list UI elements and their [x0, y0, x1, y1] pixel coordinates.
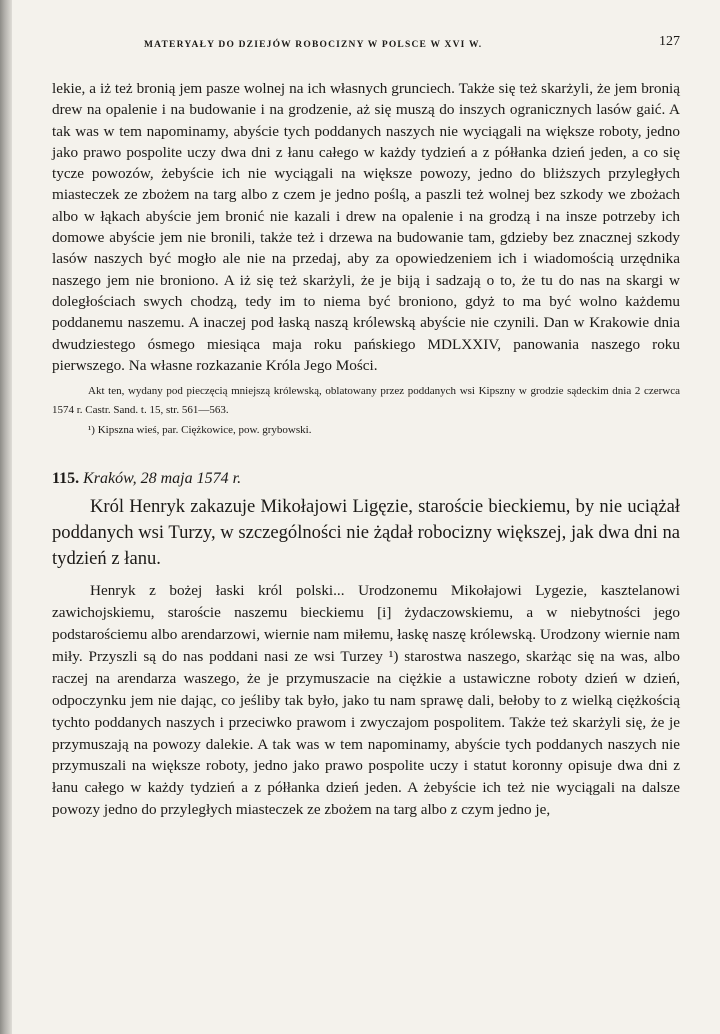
document-header: [52, 470, 680, 488]
document-number: 115.: [52, 470, 80, 488]
document-body: [52, 580, 680, 821]
footnote: ¹) Kipszna wieś, par. Ciężkowice, pow. grybowski.: [88, 424, 312, 437]
document-summary: [52, 494, 680, 572]
continuation-paragraph: lekie, a iż też bronią jem pasze wolnej na ich własnych grunciech. Także się też skarżyli, że jem bronią drew na opalenie i na budowanie i na grodzenie, aż się muszą do inszych ogranicznych lasów gaić. A tak was w tem napominamy, abyście tych poddanych naszych nie wyciągali na większe roboty, jedno jako prawo pospolite uczy dwa dni z łanu całego w każdy tydzień a z półłanka dzień jeden, a co się tycze powozów, żebyście ich nie wyciągali na większe powozy, jedno do bliższych przyległych miasteczek ze zbożem na targ albo z czem je jedno poślą, a paszli też wolnej bez szkody we zbożach albo w łąkach abyście jem bronić nie kazali i drew na opalenie i na grodzą i na insze potrzeby ich domowe abyście jem nie bronili, także też i drzewa na budowanie tam, gdzieby bez znacznej szkody lasów naszych być mogło ale nie na przedaj, aby za opowiedzeniem ich i wiadomością urzędnika naszego jem nie broniono. A iż się też skarżyli, że je biją i sadzają o to, że tu do nas na skargi w doległościach swych chodzą, tedy im to niema być broniono, gdyż to ma być wolno każdemu poddanemu naszemu. A inaczej pod łaską naszą królewską abyście nie czynili. Dan w Krakowie dnia dwudziestego ósmego miesiąca maja roku pańskiego MDLXXIV, panowania naszego roku pierwszego. Na własne rozkazanie Króla Jego Mości.: [52, 80, 680, 374]
editorial-note: [52, 382, 680, 420]
document-body-text: Henryk z bożej łaski król polski... Urodzonemu Mikołajowi Lygezie, kasztelanowi zawichojskiemu, staroście naszemu bieckiemu [i] żydaczowskiemu, a w niebytności jego podstarościemu albo arendarzowi, wiernie nam miłemu, łaskę naszę królewską. Urodzony wiernie nam miły. Przyszli są do nas poddani nasi ze wsi Turzey ¹) starostwa naszego, skarżąc się na was, albo raczej na arendarza waszego, że je przymuszacie na ciężkie a ustawiczne roboty dzień w dzień, odpoczynku jem nie dając, co jeśliby tak było, jako tu nam sprawę dali, bełoby to z wielką ciężkością tychto poddanych naszych i przeciwko prawom i zwyczajom pospolitem. Także też skarżyli się, że je przymuszają na powozy dalekie. A tak was w tem napominamy, abyście tych poddanych naszych nie przymuszali na większe roboty, jedno jako prawo pospolite uczy i statut koronny opisuje dwa dni z łanu całego w każdy tydzień a z półłanka dzień jeden. A żebyście ich też nie wyciągali na dalsze powozy jedno do przyległych miasteczek ze zbożem na targ albo z czym jedno je,: [52, 582, 680, 819]
document-summary-text: Król Henryk zakazuje Mikołajowi Ligęzie, staroście bieckiemu, by nie uciążał poddanych wsi Turzy, w szczególności nie żądał robocizny większej, jak dwa dni na tydzień z łanu.: [52, 496, 680, 570]
document-place-date: Kraków, 28 maja 1574 r.: [83, 470, 242, 488]
editorial-note-text: Akt ten, wydany pod pieczęcią mniejszą królewską, oblatowany przez poddanych wsi Kipszny w grodzie sądeckim dnia 2 czerwca 1574 r. Castr. Sand. t. 15, str. 561—563.: [52, 385, 680, 417]
running-head-title: MATERYAŁY DO DZIEJÓW ROBOCIZNY W POLSCE W XVI W.: [144, 40, 483, 50]
page-number: 127: [659, 34, 680, 49]
running-head: [52, 28, 680, 54]
continuation-text: [52, 78, 680, 376]
